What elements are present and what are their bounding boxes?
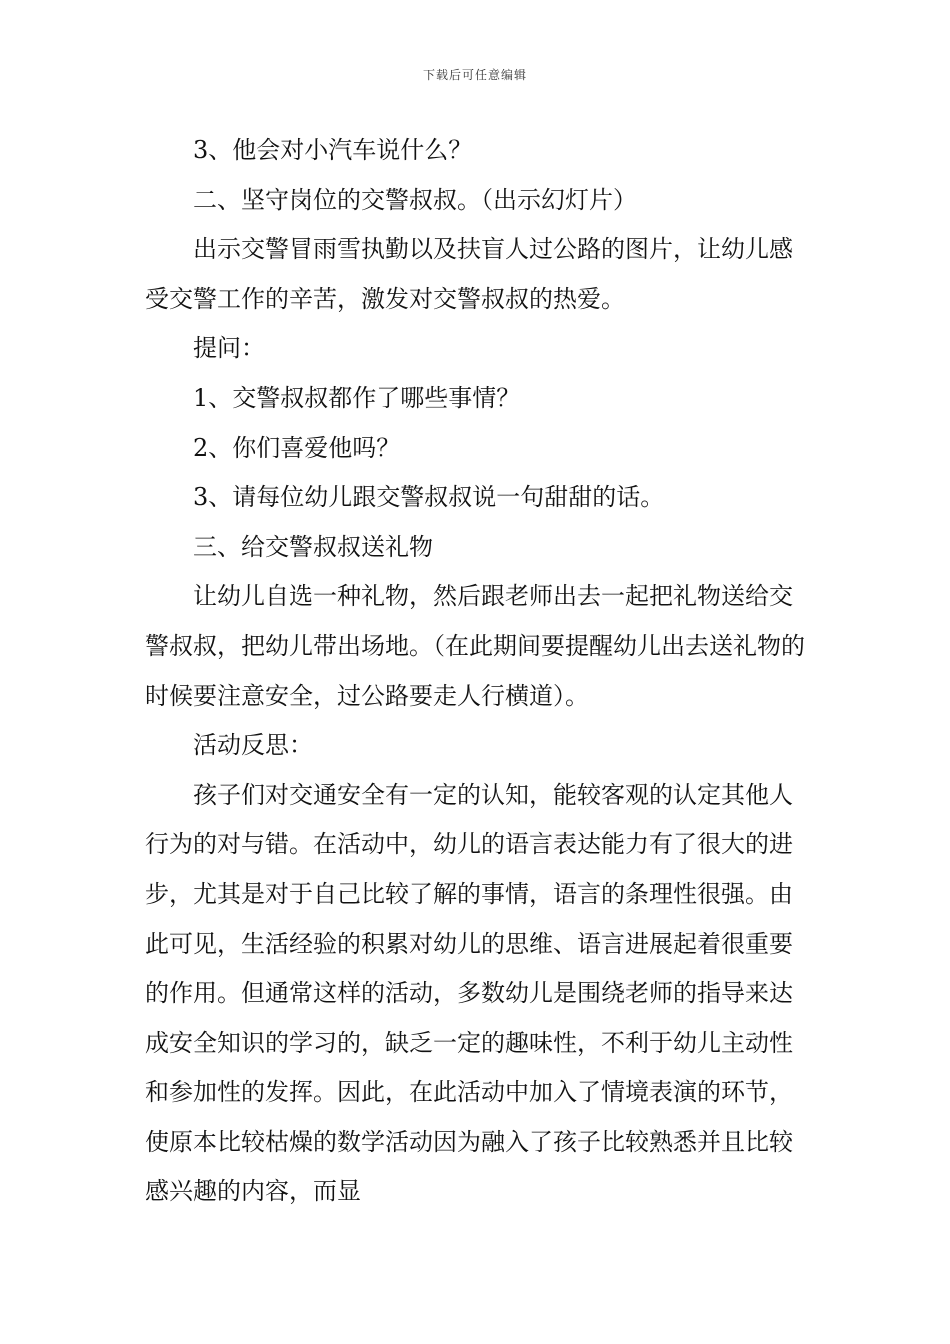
reflection-body: 孩子们对交通安全有一定的认知，能较客观的认定其他人行为的对与错。在活动中，幼儿的语言表达能力有了很大的进步，尤其是对于自己比较了解的事情，语言的条理性很强。由此可见，生活经验的积累对幼儿的思维、语言进展起着很重要的作用。但通常这样的活动，多数幼儿是围绕老师的指导来达成安全知识的学习的，缺乏一定的趣味性，不利于幼儿主动性和参加性的发挥。因此，在此活动中加入了情境表演的环节，使原本比较枯燥的数学活动因为融入了孩子比较熟悉并且比较感兴趣的内容，而显 <box>145 780 793 1206</box>
section-2-description: 出示交警冒雨雪执勤以及扶盲人过公路的图片，让幼儿感受交警工作的辛苦，激发对交警叔叔的热爱。 <box>145 235 793 313</box>
question-3-text: 3、他会对小汽车说什么？ <box>193 136 473 164</box>
document-body <box>145 126 810 1217</box>
page-header: 下载后可任意编辑 <box>422 68 527 82</box>
section-3-heading: 三、给交警叔叔送礼物 <box>193 532 433 561</box>
question-2: 2、你们喜爱他吗？ <box>193 433 401 462</box>
questions-label: 提问： <box>193 334 265 363</box>
reflection-heading: 活动反思： <box>193 731 313 760</box>
question-3: 3、请每位幼儿跟交警叔叔说一句甜甜的话。 <box>193 483 665 512</box>
section-3-description: 让幼儿自选一种礼物，然后跟老师出去一起把礼物送给交警叔叔，把幼儿带出场地。（在此期间要提醒幼儿出去送礼物的时候要注意安全，过公路要走人行横道）。 <box>145 582 805 710</box>
question-1: 1、交警叔叔都作了哪些事情？ <box>193 383 521 412</box>
section-2-heading: 二、坚守岗位的交警叔叔。（出示幻灯片） <box>193 185 637 214</box>
